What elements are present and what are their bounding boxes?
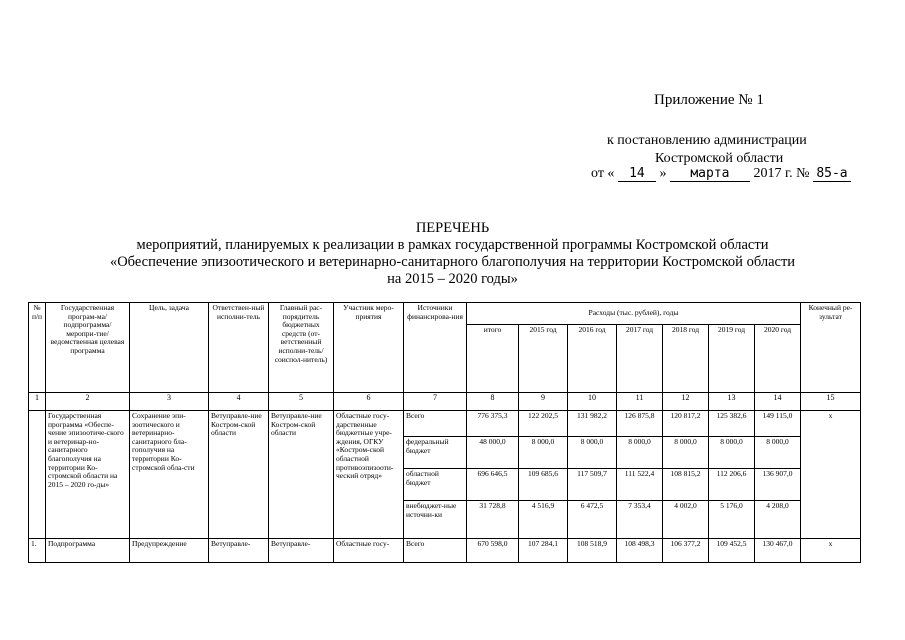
date-prefix: от « [591,166,615,181]
value-cell: 696 646,5 [467,469,519,501]
heading-line-4: на 2015 – 2020 годы» [387,271,518,287]
source-cell: федеральный бюджет [404,437,467,469]
value-cell: 130 467,0 [755,539,801,563]
col-number: 6 [334,393,404,411]
header-2019: 2019 год [709,325,755,393]
program-responsible: Ветуправле-ние Костром-ской области [209,411,269,539]
header-sources: Источники финансирова-ния [404,303,467,393]
value-cell: 136 907,0 [755,469,801,501]
program-num [29,411,46,539]
value-cell: 117 509,7 [568,469,617,501]
appendix-label: Приложение № 1 [654,92,764,108]
value-cell: 108 815,2 [663,469,709,501]
value-cell: 7 353,4 [617,501,663,539]
value-cell: 108 518,9 [568,539,617,563]
source-cell: Всего [404,539,467,563]
header-manager: Главный рас-порядитель бюджетных средств (от-ветственный исполни-тель/соиспол-нитель) [269,303,334,393]
resolution-line-1: к постановлению администрации [607,133,807,148]
header-2020: 2020 год [755,325,801,393]
col-number: 11 [617,393,663,411]
value-cell: 149 115,0 [755,411,801,437]
sub-goal: Предупреждение [130,539,209,563]
sub-manager: Ветуправле- [269,539,334,563]
col-number: 15 [801,393,861,411]
table-row [29,411,861,437]
sub-result: х [801,539,861,563]
value-cell: 111 522,4 [617,469,663,501]
value-cell: 670 598,0 [467,539,519,563]
date-day: 14 [618,166,656,182]
col-number: 10 [568,393,617,411]
col-number: 4 [209,393,269,411]
program-name: Государственная программа «Обеспе-чение эпизоотиче-ского и ветеринар-но-санитарного благополучия на территории Ко-стромской области на 2015 – 2020 го-ды» [46,411,130,539]
value-cell: 131 982,2 [568,411,617,437]
value-cell: 109 452,5 [709,539,755,563]
heading-title: ПЕРЕЧЕНЬ [415,220,490,236]
value-cell: 8 000,0 [755,437,801,469]
col-number: 12 [663,393,709,411]
program-result: х [801,411,861,539]
resolution-number: 85-а [813,166,851,182]
value-cell: 31 728,8 [467,501,519,539]
value-cell: 112 206,6 [709,469,755,501]
header-goal: Цель, задача [130,303,209,393]
value-cell: 125 382,6 [709,411,755,437]
header-total: итого [467,325,519,393]
source-cell: внебюджет-ные источни-ки [404,501,467,539]
value-cell: 776 375,3 [467,411,519,437]
resolution-line-2: Костромской области [655,151,784,166]
header-participant: Участник меро-приятия [334,303,404,393]
source-cell: Всего [404,411,467,437]
col-number: 3 [130,393,209,411]
value-cell: 8 000,0 [519,437,568,469]
value-cell: 48 000,0 [467,437,519,469]
program-manager: Ветуправле-ние Костром-ской области [269,411,334,539]
value-cell: 108 498,3 [617,539,663,563]
header-2016: 2016 год [568,325,617,393]
sub-num: 1. [29,539,46,563]
value-cell: 120 817,2 [663,411,709,437]
header-2017: 2017 год [617,325,663,393]
value-cell: 8 000,0 [617,437,663,469]
date-mid: » [659,166,667,181]
value-cell: 4 208,0 [755,501,801,539]
sub-program: Подпрограмма [46,539,130,563]
col-number: 5 [269,393,334,411]
value-cell: 6 472,5 [568,501,617,539]
value-cell: 8 000,0 [568,437,617,469]
header-num: № п/п [29,303,46,393]
header-result: Конечный ре-зультат [801,303,861,393]
program-goal: Сохранение эпи-зоотического и ветеринарно-санитарного бла-гополучия на территории Ко-стромской обла-сти [130,411,209,539]
resolution-date-line [591,166,851,182]
sub-responsible: Ветуправле- [209,539,269,563]
document-heading [0,220,905,288]
col-number: 7 [404,393,467,411]
value-cell: 8 000,0 [709,437,755,469]
value-cell: 4 002,0 [663,501,709,539]
header-program: Государственная програм-ма/подпрограмма/ меропри-тие/ведомственная целевая программа [46,303,130,393]
value-cell: 4 516,9 [519,501,568,539]
value-cell: 107 284,1 [519,539,568,563]
col-number: 13 [709,393,755,411]
header-2015: 2015 год [519,325,568,393]
value-cell: 106 377,2 [663,539,709,563]
col-number: 1 [29,393,46,411]
sub-participant: Областные госу- [334,539,404,563]
value-cell: 5 176,0 [709,501,755,539]
header-responsible: Ответствен-ный исполни-тель [209,303,269,393]
program-participant: Областные госу-дарственные бюджетные учре-ждения, ОГКУ «Костром-ской областной противоэпизооти-ческий отряд» [334,411,404,539]
col-number: 8 [467,393,519,411]
col-number: 14 [755,393,801,411]
col-number: 9 [519,393,568,411]
value-cell: 8 000,0 [663,437,709,469]
measures-table [28,302,861,563]
heading-line-3: «Обеспечение эпизоотического и ветеринарно-санитарного благополучия на территории Костромской области [109,254,796,270]
source-cell: областной бюджет [404,469,467,501]
header-expenses: Расходы (тыс. рублей), годы [467,303,801,325]
value-cell: 109 685,6 [519,469,568,501]
date-month: марта [670,166,750,182]
date-year: 2017 г. № [753,166,810,181]
value-cell: 122 202,5 [519,411,568,437]
value-cell: 126 875,8 [617,411,663,437]
heading-line-2: мероприятий, планируемых к реализации в рамках государственной программы Костромской области [136,237,769,253]
header-2018: 2018 год [663,325,709,393]
col-number: 2 [46,393,130,411]
table-row [29,539,861,563]
